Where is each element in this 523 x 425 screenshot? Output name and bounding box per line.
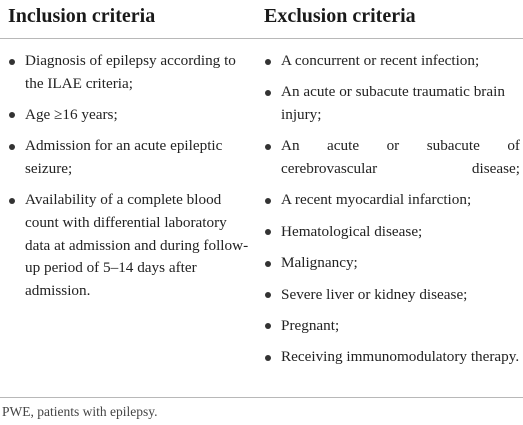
exclusion-item-text: A concurrent or recent infection; (281, 52, 480, 69)
bullet-icon (9, 144, 15, 150)
exclusion-item-text: Malignancy; (281, 254, 358, 272)
table-footnote: PWE, patients with epilepsy. (2, 404, 158, 419)
bullet-icon (265, 198, 271, 204)
inclusion-item (8, 189, 250, 302)
bullet-icon (9, 198, 15, 204)
exclusion-item (264, 221, 520, 244)
bullet-icon (265, 229, 271, 235)
table-bottom-divider (0, 397, 523, 398)
exclusion-item (264, 81, 520, 126)
exclusion-item-text: An acute or subacute traumatic brain injury; (281, 83, 505, 123)
bullet-icon (265, 292, 271, 298)
inclusion-item-text: Age ≥16 years; (25, 105, 118, 123)
exclusion-item-text: Severe liver or kidney disease; (281, 285, 468, 303)
inclusion-item-text: Diagnosis of epilepsy according to the ILAE criteria; (25, 52, 236, 92)
exclusion-item-text: An acute or subacute of cerebrovascular disease; (281, 137, 520, 177)
bullet-icon (265, 355, 271, 361)
exclusion-item (264, 284, 520, 307)
inclusion-item (8, 135, 250, 180)
exclusion-criteria-header: Exclusion criteria (264, 5, 416, 27)
inclusion-item-text: Admission for an acute epileptic seizure; (25, 137, 223, 177)
exclusion-item (264, 346, 520, 369)
bullet-icon (265, 144, 271, 150)
bullet-icon (265, 323, 271, 329)
exclusion-item (264, 50, 520, 73)
exclusion-item-text: Pregnant; (281, 316, 340, 334)
inclusion-item-text: Availability of a complete blood count with differential laboratory data at admission and during follow-up period of 5–14 days after admission. (25, 191, 249, 299)
exclusion-item-text: Hematological disease; (281, 222, 423, 240)
exclusion-item-text: Receiving immunomodulatory therapy. (281, 348, 520, 366)
exclusion-item-text: A recent myocardial infarction; (281, 191, 472, 209)
exclusion-item (264, 135, 520, 180)
inclusion-item (8, 104, 250, 127)
exclusion-item (264, 189, 520, 212)
exclusion-item (264, 252, 520, 275)
bullet-icon (9, 59, 15, 65)
exclusion-criteria-list (264, 50, 520, 378)
inclusion-criteria-list (8, 50, 250, 311)
exclusion-item (264, 315, 520, 338)
bullet-icon (265, 59, 271, 65)
bullet-icon (265, 90, 271, 96)
inclusion-criteria-header: Inclusion criteria (8, 5, 156, 27)
inclusion-item (8, 50, 250, 95)
table-header-row (0, 0, 523, 40)
header-divider (0, 38, 523, 39)
bullet-icon (9, 112, 15, 118)
bullet-icon (265, 261, 271, 267)
